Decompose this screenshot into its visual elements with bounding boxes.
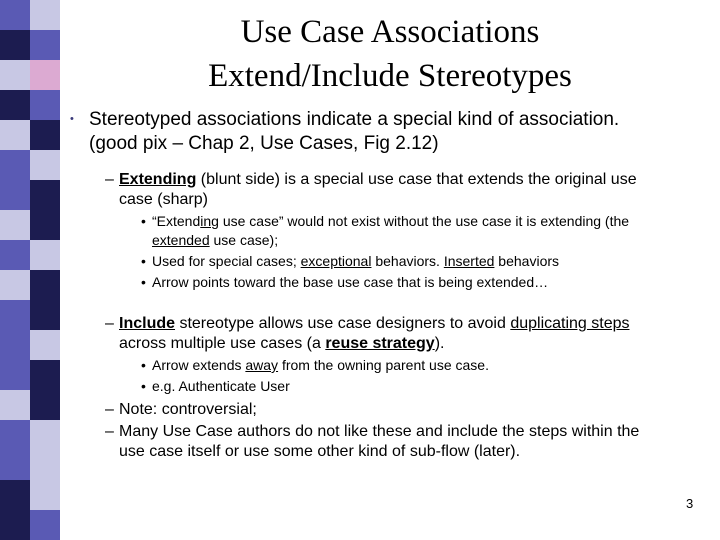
many-line-2: use case itself or use some other kind of sub-flow (later). xyxy=(119,443,521,460)
main-bullet-line-1: Stereotyped associations indicate a special kind of association. xyxy=(89,109,620,130)
include-term: Include xyxy=(119,315,176,332)
include-line-2 xyxy=(119,334,710,354)
l2a: extended xyxy=(152,232,210,248)
stripe-cell xyxy=(0,390,30,420)
stripe-cell xyxy=(30,480,60,510)
stripe-cell xyxy=(30,390,60,420)
extending-item xyxy=(70,170,710,210)
stripe-cell xyxy=(0,240,30,270)
include-line-2a: across multiple use cases (a xyxy=(119,335,326,352)
extending-sub-3-line: Arrow points toward the base use case that is being extended… xyxy=(152,274,549,290)
dash-icon: – xyxy=(105,423,114,440)
sub2-d: Inserted xyxy=(443,253,495,269)
stripe-cell xyxy=(0,60,30,90)
stripe-cell xyxy=(0,420,30,450)
include-rest-1: stereotype allows use case designers to avoid xyxy=(175,315,511,332)
extending-line-1 xyxy=(119,170,710,190)
extending-sub-1 xyxy=(70,212,710,250)
extending-line-2: case (sharp) xyxy=(119,191,208,208)
many-line-1: Many Use Case authors do not like these and include the steps within the xyxy=(119,423,640,440)
sub2-c: behaviors. xyxy=(371,253,444,269)
stripe-cell xyxy=(0,90,30,120)
bullet-icon: • xyxy=(141,253,146,269)
many-item xyxy=(70,422,710,462)
stripe-cell xyxy=(30,420,60,450)
include-reuse: reuse strategy xyxy=(325,335,435,352)
extending-sub-3 xyxy=(70,273,710,292)
dash-icon: – xyxy=(105,401,114,418)
inc-sub1-a: Arrow extends xyxy=(152,357,246,373)
note-line: Note: controversial; xyxy=(119,401,257,418)
bullet-icon: • xyxy=(141,213,146,229)
include-sub-1-line xyxy=(152,356,710,375)
stripe-cell xyxy=(30,120,60,150)
title-line-2: Extend/Include Stereotypes xyxy=(208,58,572,94)
l2b: use case); xyxy=(209,232,279,248)
page-number: 3 xyxy=(686,496,694,511)
include-sub-1 xyxy=(70,356,710,375)
q1: “Extend xyxy=(152,213,201,229)
q3: use case” would not exist without the use case it is extending (the xyxy=(218,213,630,229)
stripe-cell xyxy=(30,90,60,120)
q2: ing xyxy=(200,213,219,229)
stripe-cell xyxy=(30,60,60,90)
note-item xyxy=(70,400,710,420)
slide-title xyxy=(60,10,720,98)
main-bullet xyxy=(70,108,710,156)
decorative-checker-stripe xyxy=(0,0,60,540)
stripe-cell xyxy=(30,270,60,300)
stripe-cell xyxy=(0,30,30,60)
stripe-cell xyxy=(0,300,30,330)
bullet-icon: • xyxy=(141,357,146,373)
sub2-a: Used for special cases; xyxy=(152,253,301,269)
include-line-2b: ). xyxy=(434,335,445,352)
stripe-cell xyxy=(30,300,60,330)
dash-icon: – xyxy=(105,315,114,332)
include-sub-2 xyxy=(70,377,710,396)
include-line-1 xyxy=(119,314,710,334)
stripe-cell xyxy=(0,180,30,210)
include-sub-2-line: e.g. Authenticate User xyxy=(152,378,290,394)
sub2-e: behaviors xyxy=(494,253,560,269)
include-item xyxy=(70,314,710,354)
extending-rest-1: (blunt side) is a special use case that extends the original use xyxy=(196,171,637,188)
extending-term: Extending xyxy=(119,171,197,188)
include-dup: duplicating steps xyxy=(510,315,630,332)
stripe-cell xyxy=(0,270,30,300)
stripe-cell xyxy=(30,210,60,240)
bullet-icon: • xyxy=(141,274,146,290)
stripe-cell xyxy=(0,120,30,150)
extending-sub-1-line-1 xyxy=(152,212,710,231)
inc-sub1-c: from the owning parent use case. xyxy=(278,357,489,373)
stripe-cell xyxy=(30,240,60,270)
extending-sub-2-line xyxy=(152,252,710,271)
dash-icon: – xyxy=(105,171,114,188)
stripe-cell xyxy=(30,330,60,360)
main-bullet-line-2: (good pix – Chap 2, Use Cases, Fig 2.12) xyxy=(89,133,439,154)
bullet-icon: • xyxy=(70,113,74,125)
inc-sub1-b: away xyxy=(245,357,279,373)
sub2-b: exceptional xyxy=(300,253,372,269)
stripe-cell xyxy=(30,0,60,30)
stripe-cell xyxy=(30,180,60,210)
stripe-cell xyxy=(0,480,30,510)
title-line-1: Use Case Associations xyxy=(240,14,540,50)
extending-sub-2 xyxy=(70,252,710,271)
stripe-cell xyxy=(0,510,30,540)
stripe-cell xyxy=(0,330,30,360)
stripe-cell xyxy=(0,0,30,30)
stripe-cell xyxy=(0,210,30,240)
stripe-cell xyxy=(0,360,30,390)
extending-sub-1-line-2 xyxy=(152,231,710,250)
stripe-cell xyxy=(30,30,60,60)
bullet-icon: • xyxy=(141,378,146,394)
stripe-cell xyxy=(30,510,60,540)
stripe-cell xyxy=(30,150,60,180)
stripe-cell xyxy=(0,150,30,180)
stripe-cell xyxy=(0,450,30,480)
stripe-cell xyxy=(30,450,60,480)
slide-body xyxy=(70,108,710,462)
stripe-cell xyxy=(30,360,60,390)
